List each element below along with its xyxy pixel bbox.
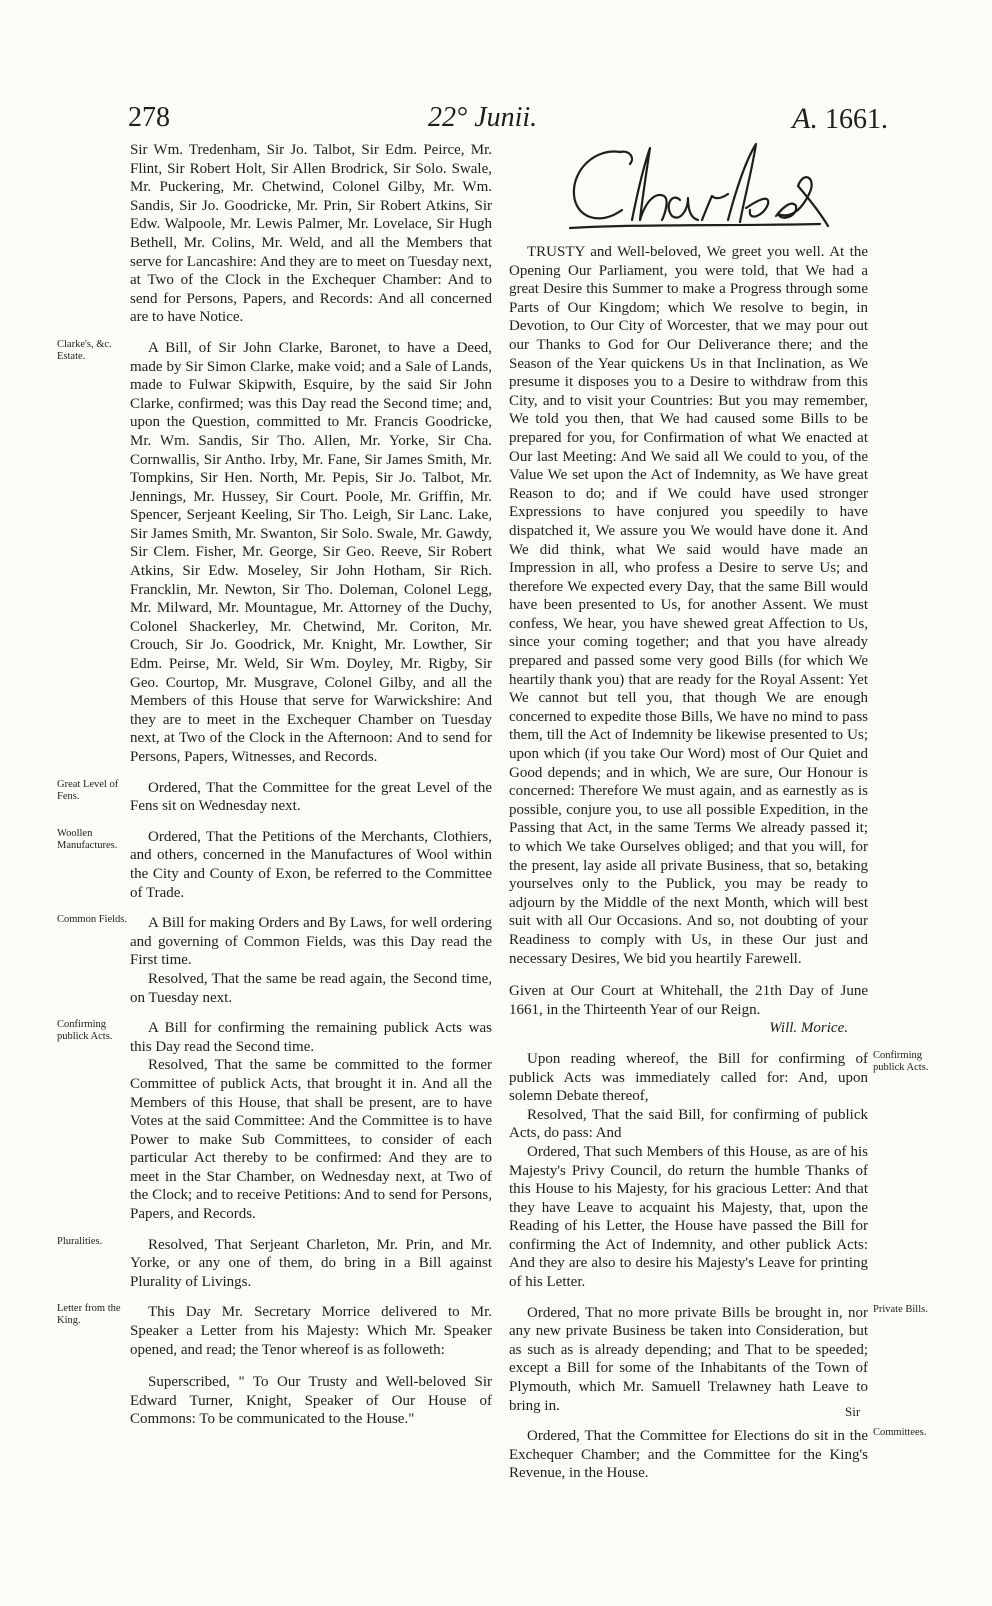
margin-note: Clarke's, &c. Estate. xyxy=(57,338,112,362)
royal-signature-charles xyxy=(560,130,830,240)
entry-letter-from-king xyxy=(57,1303,492,1359)
signature-graphic xyxy=(560,130,830,240)
right-column xyxy=(509,243,929,1483)
entry-signed xyxy=(509,1019,868,1038)
entry-private-bills xyxy=(509,1303,928,1416)
entry-text: Resolved, That the said Bill, for confirming of publick Acts, do pass: And xyxy=(509,1106,868,1142)
entry-text: Ordered, That the Petitions of the Merchants, Clothiers, and others, concerned in the Manufactures of Wool within the City and County of Exon, be referred to the Committee of Trade. xyxy=(130,828,492,901)
margin-note: Confirming publick Acts. xyxy=(873,1049,929,1073)
entry-great-level xyxy=(57,778,492,816)
margin-note: Woollen Manufactures. xyxy=(57,827,118,851)
entry-common-fields xyxy=(57,914,492,970)
entry-text: Ordered, That no more private Bills be brought in, nor any new private Business be taken into Consideration, but as such as is already depending; and That to be speeded; except a Bill for some of the Inhabitants of the Town of Plymouth, which Mr. Samuell Trelawney hath Leave to bring in. xyxy=(509,1304,868,1414)
entry-superscribed xyxy=(130,1373,492,1429)
entry-text: A Bill, of Sir John Clarke, Baronet, to have a Deed, made by Sir Simon Clarke, make void; and a Sale of Lands, made to Fulwar Skipwith, Esquire, by the said Sir John Clarke, confirmed; was this Day read the Second time; and, upon the Question, committed to Mr. Francis Goodricke, Mr. Wm. Sandis, Sir Tho. Allen, Mr. Yorke, Sir Cha. Cornwallis, Sir Antho. Irby, Mr. Fane, Sir James Smith, Mr. Tompkins, Sir Hen. North, Mr. Pepis, Sir Jo. Talbot, Mr. Jennings, Mr. Hussey, Sir Court. Poole, Mr. Griffin, Mr. Spencer, Serjeant Keeling, Sir Tho. Leigh, Sir Lanc. Lake, Sir James Smith, Mr. Swanton, Sir Solo. Swale, Mr. Gawdy, Sir Clem. Fisher, Mr. George, Sir Geo. Reeve, Sir Robert Atkins, Sir Edw. Moseley, Sir John Hotham, Sir Rich. Francklin, Mr. Newton, Sir Tho. Doleman, Colonel Legg, Mr. Milward, Mr. Mountague, Mr. Attorney of the Duchy, Colonel Shackerley, Mr. Chetwind, Mr. Coriton, Mr. Crouch, Sir Jo. Goodrick, Mr. Knight, Mr. Lowther, Sir Edm. Peirse, Mr. Weld, Sir Wm. Doyley, Mr. Rigby, Sir Geo. Courtop, Mr. Musgrave, Colonel Gilby, and all the Members of this House that serve for Warwickshire: And they are to meet in the Exchequer Chamber on Tuesday next, at Two of the Clock in the Afternoon: And to send for Persons, Papers, Witnesses, and Records. xyxy=(130,339,492,765)
entry-committees xyxy=(509,1427,927,1483)
entry-pluralities xyxy=(57,1235,492,1292)
year-value: 1661. xyxy=(825,104,888,135)
page-date: 22° Junii. xyxy=(428,102,538,133)
entry-upon-reading xyxy=(509,1049,929,1106)
page-number: 278 xyxy=(128,102,170,133)
entry-text: A Bill for confirming the remaining publick Acts was this Day read the Second time. xyxy=(130,1020,492,1055)
entry-upon-reading-3 xyxy=(509,1143,868,1292)
entry-text: Will. Morice. xyxy=(769,1020,848,1037)
margin-note: Great Level of Fens. xyxy=(57,778,119,802)
entry-text: Resolved, That the same be committed to the former Committee of publick Acts, that brought it in. And all the Members of this House, that shall be present, are to have Votes at the said Committee: And the Committee is to have Power to make Sub Committees, to consider of each particular Act thereby to be confirmed: And they are to meet in the Star Chamber, on Wednesday next, at Two of the Clock; and to receive Petitions: And to send for Persons, Papers, and Records. xyxy=(130,1057,492,1223)
year-prefix: A. xyxy=(792,102,818,135)
catchword: Sir xyxy=(845,1404,861,1419)
margin-note: Private Bills. xyxy=(873,1303,928,1315)
entry-letter-body xyxy=(509,243,868,968)
margin-note: Pluralities. xyxy=(57,1235,103,1247)
entry-text: TRUSTY and Well-beloved, We greet you well. At the Opening Our Parliament, you were told, that We had a great Desire this Summer to make a Progress through some Parts of Our Kingdom; which We resolve to begin, in Devotion, to Our City of Worcester, that we may pour out our Thanks to God for Our Deliverance there; and the Season of the Year quickens Us in that Inclination, as We presume it disposes you to a Desire to withdraw from this City, and to visit your Countries: But you may remember, We told you then, that We had caused some Bills to be prepared for you, for Confirmation of what We enacted at Our last Meeting: And We said all We could to you, of the Value We set upon the Act of Indemnity, as We have great Reason to do; and if We could have used stronger Expressions to have conjured you speedily to have dispatched it, We assure you We would have done it. And We did think, what We said would have made an Impression in all, who profess a Desire to serve Us; and therefore We expected every Day, that the same Bill would have been presented to Us, for another Assent. We must confess, We hear, you have shewed great Affection to Us, since your coming together; and that you have already prepared and passed some very good Bills (for which We heartily thank you) that are ready for the Royal Assent: Yet We cannot but tell you, that though We are enough concerned to expedite those Bills, We have no mind to pass them, till the Act of Indemnity be likewise presented to Us; upon which (if you take Our Word) most of Our Quiet and Good depends; and in which, We are sure, Our Honour is concerned: Therefore We must again, and as earnestly as is possible, conjure you, to use all possible Expedition, in the Passing that Act, in the same Terms We already passed it; to which We take Ourselves obliged; and that you will, for the present, lay aside all private Business, that so, betaking yourselves only to the Publick, you may be ready to adjourn by the Middle of the next Month, which will best suit with all Our Occasions. And so, not doubting of your Readiness to comply with Us, in these Our just and necessary Desires, We bid you heartily Farewell. xyxy=(509,244,868,967)
entry-confirming-acts-2 xyxy=(130,1056,492,1223)
entry-woollen xyxy=(57,827,492,902)
entry-text: Given at Our Court at Whitehall, the 21th Day of June 1661, in the Thirteenth Year of our Reign. xyxy=(509,983,868,1018)
entry-members-list xyxy=(130,141,492,327)
entry-text: Ordered, That the Committee for the great Level of the Fens sit on Wednesday next. xyxy=(130,779,492,815)
entry-text: This Day Mr. Secretary Morrice delivered to Mr. Speaker a Letter from his Majesty: Which Mr. Speaker opened, and read; the Tenor whereof is as followeth: xyxy=(130,1304,492,1358)
entry-text: Upon reading whereof, the Bill for confirming of publick Acts was immediately called for: And, upon solemn Debate thereof, xyxy=(509,1050,868,1105)
entry-dateline xyxy=(509,982,868,1019)
margin-note: Committees. xyxy=(873,1427,927,1439)
entry-text: Superscribed, " To Our Trusty and Well-beloved Sir Edward Turner, Knight, Speaker of Our House of Commons: To be communicated to the House." xyxy=(130,1374,492,1428)
entry-upon-reading-2 xyxy=(509,1106,868,1143)
margin-note: Common Fields. xyxy=(57,914,128,926)
entry-confirming-acts xyxy=(57,1019,492,1056)
entry-common-fields-2 xyxy=(130,970,492,1007)
entry-text: Sir Wm. Tredenham, Sir Jo. Talbot, Sir Edm. Peirce, Mr. Flint, Sir Robert Holt, Sir Allen Brodrick, Sir Solo. Swale, Mr. Puckering, Mr. Chetwind, Colonel Gilby, Mr. Wm. Sandis, Sir Jo. Goodricke, Mr. Prin, Sir Robert Atkins, Sir Edw. Walpoole, Mr. Lewis Palmer, Mr. Lovelace, Sir Hugh Bethell, Mr. Colins, Mr. Weld, and all the Members that serve for Lancashire: And they are to meet on Tuesday next, at Two of the Clock in the Exchequer Chamber: And to send for Persons, Papers, and Records: And all concerned are to have Notice. xyxy=(130,142,492,326)
entry-text: Ordered, That such Members of this House, as are of his Majesty's Privy Council, do return the humble Thanks of this House to his Majesty, for his gracious Letter: And that they have Leave to acquaint his Majesty, that, upon the Reading of his Letter, the House have passed the Bill for confirming the Act of Indemnity, and other publick Acts: And they are also to desire his Majesty's Leave for printing of his Letter. xyxy=(509,1143,868,1291)
entry-text: A Bill for making Orders and By Laws, for well ordering and governing of Common Fields, was this Day read the First time. xyxy=(130,915,492,969)
left-column xyxy=(57,141,492,1429)
entry-text: Resolved, That Serjeant Charleton, Mr. Prin, and Mr. Yorke, or any one of them, do bring in a Bill against Plurality of Livings. xyxy=(130,1236,492,1290)
entry-clarkes-estate xyxy=(57,338,492,767)
margin-note: Letter from the King. xyxy=(57,1303,121,1327)
entry-text: Ordered, That the Committee for Elections do sit in the Exchequer Chamber; and the Committee for the King's Revenue, in the House. xyxy=(509,1428,868,1482)
margin-note: Confirming publick Acts. xyxy=(57,1019,113,1043)
entry-text: Resolved, That the same be read again, the Second time, on Tuesday next. xyxy=(130,970,492,1006)
